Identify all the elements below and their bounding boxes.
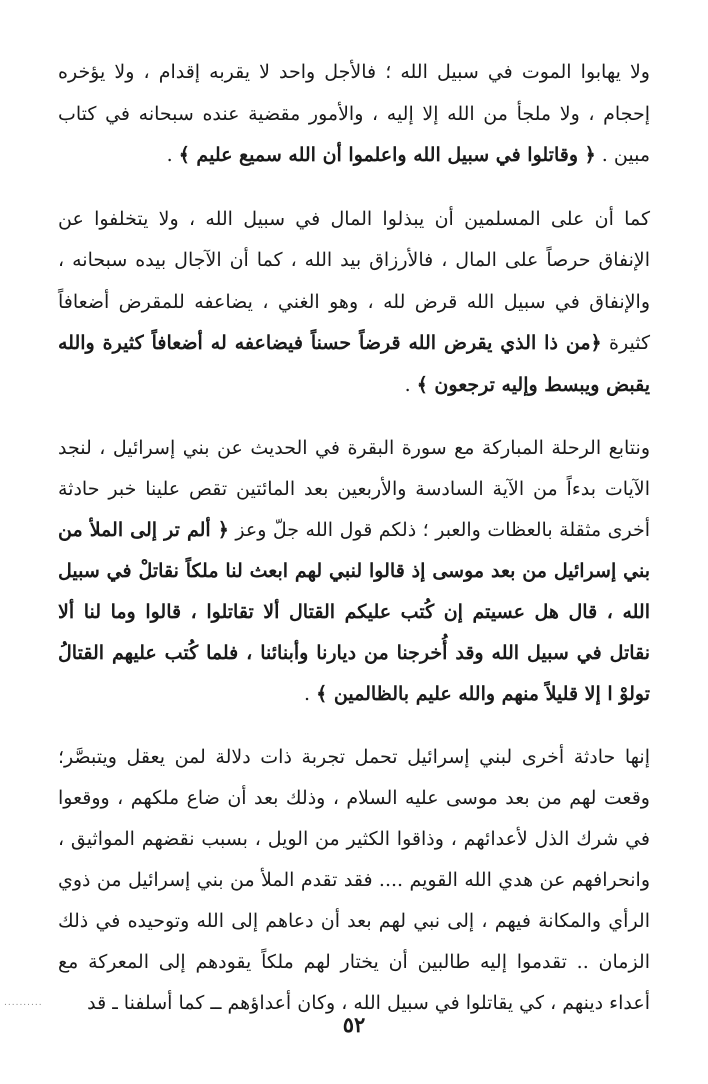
- paragraph-2-text: كما أن على المسلمين أن يبذلوا المال في سبيل الله ، ولا يتخلفوا عن الإنفاق حرصاً على المال ، فالأرزاق بيد الله ، كما أن الآجال بيده سبحانه ، والإنفاق في سبيل الله قرض لله ، وهو الغني ، يضاعفه للمقرض أضعافاً كثيرة: [58, 207, 650, 354]
- page-number: ٥٢: [342, 1012, 366, 1037]
- paragraph-3-end: .: [304, 683, 317, 705]
- paragraph-2-end: .: [404, 373, 417, 396]
- quran-verse-2: ﴿من ذا الذي يقرض الله قرضاً حسناً فيضاعفه له أضعافاً كثيرة والله يقبض ويبسط وإليه ترجعون ﴾: [58, 332, 650, 396]
- paragraph-4-text: إنها حادثة أخرى لبني إسرائيل تحمل تجربة ذات دلالة لمن يعقل ويتبصَّر؛ وقعت لهم من بعد موسى عليه السلام ، وذلك بعد أن ضاع ملكهم ، ووقعوا في شرك الذل لأعدائهم ، وذاقوا الكثير من الويل ، بسبب نقضهم المواثيق ، وانحرافهم عن هدي الله القويم .... فقد تقدم الملأ من بني إسرائيل من ذوي الرأي والمكانة فيهم ، إلى نبي لهم بعد أن دعاهم إلى الله وتوحيده في ذلك الزمان .. تقدموا إليه طالبين أن يختار لهم ملكاً يقودهم إلى المعركة مع أعداء دينهم ، كي يقاتلوا في سبيل الله ، وكان أعداؤهم ــ كما أسلفنا ـ قد: [58, 746, 650, 1014]
- paragraph-3: [58, 428, 650, 715]
- margin-marks: ..........: [4, 998, 43, 1008]
- page-body: [58, 52, 650, 1024]
- quran-verse-1: ﴿ وقاتلوا في سبيل الله واعلموا أن الله سميع عليم ﴾: [178, 144, 596, 166]
- paragraph-1: [58, 52, 650, 177]
- paragraph-2: [58, 199, 650, 407]
- paragraph-3-text: ونتابع الرحلة المباركة مع سورة البقرة في الحديث عن بني إسرائيل ، لنجد الآيات بدءاً من الآية السادسة والأربعين بعد المائتين تقص علينا خبر حادثة أخرى مثقلة بالعظات والعبر ؛ ذلكم قول الله جلّ وعز: [58, 437, 651, 541]
- paragraph-4: [58, 737, 650, 1024]
- quran-verse-3: ﴿ ألم تر إلى الملأ من بني إسرائيل من بعد موسى إذ قالوا لنبي لهم ابعث لنا ملكاً نقاتلْ في سبيل الله ، قال هل عسيتم إن كُتب عليكم القتال ألا تقاتلوا ، قالوا وما لنا ألا نقاتل في سبيل الله وقد أُخرجنا من ديارنا وأبنائنا ، فلما كُتب عليهم القتالُ تولوْ ا إلا قليلاً منهم والله عليم بالظالمين ﴾: [58, 519, 650, 705]
- paragraph-1-end: .: [166, 144, 179, 166]
- paragraph-1-text: ولا يهابوا الموت في سبيل الله ؛ فالأجل واحد لا يقربه إقدام ، ولا يؤخره إحجام ، ولا ملجأ من الله إلا إليه ، والأمور مقضية عنده سبحانه في كتاب مبين .: [58, 61, 650, 166]
